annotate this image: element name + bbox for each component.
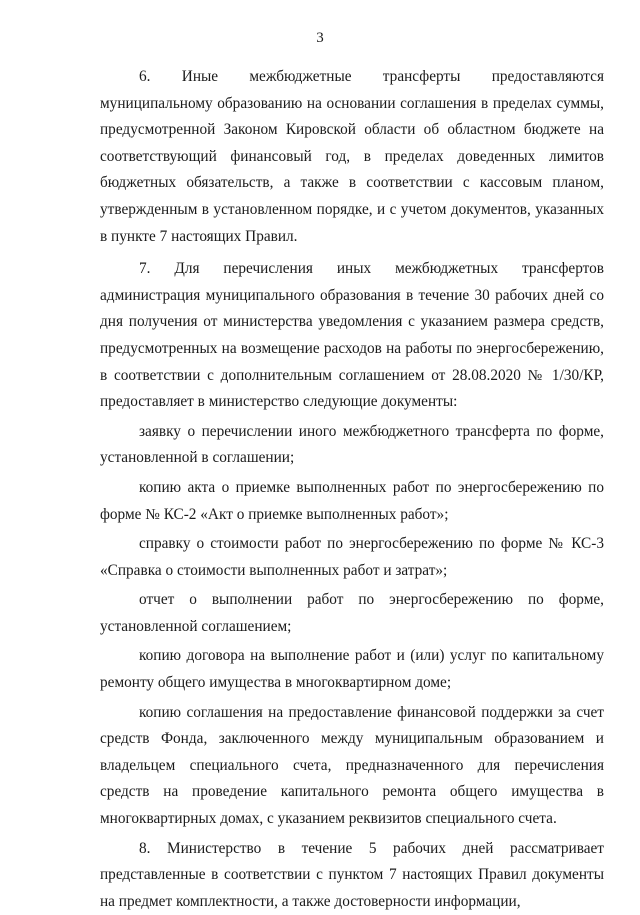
list-item-report: отчет о выполнении работ по энергосбережению по форме, установленной соглашением; [100, 591, 604, 635]
list-item-application: заявку о перечислении иного межбюджетного трансферта по форме, установленной в соглашении; [100, 422, 604, 467]
paragraph-8: 8. Министерство в течение 5 рабочих дней рассматривает представленные в соответствии с пунктом 7 настоящих Правил документы на предмет комплектности, а также достоверности информации, [100, 839, 604, 910]
list-item-agreement-copy: копию соглашения на предоставление финансовой поддержки за счет средств Фонда, заключенного между муниципальным образованием и владельцем специального счета, предназначенного для перечисления средств на проведение капитального ремонта общего имущества в многоквартирных домах, с указанием реквизитов специального счета. [100, 703, 604, 828]
document-body [100, 64, 604, 915]
paragraph-7: 7. Для перечисления иных межбюджетных трансфертов администрация муниципального образования в течение 30 рабочих дней со дня получения от министерства уведомления с указанием размера средств, предусмотренных на возмещение расходов на работы по энергосбережению, в соответствии с дополнительным соглашением от 28.08.2020 № 1/30/КР, предоставляет в министерство следующие документы: [100, 260, 604, 411]
list-item-ks2-act: копию акта о приемке выполненных работ по энергосбережению по форме № КС-2 «Акт о приемке выполненных работ»; [100, 478, 604, 523]
page-number: 3 [316, 30, 324, 46]
paragraph-6: 6. Иные межбюджетные трансферты предоставляются муниципальному образованию на основании соглашения в пределах суммы, предусмотренной Законом Кировской области об областном бюджете на соответствующий финансовый год, в пределах доведенных лимитов бюджетных обязательств, а также в соответствии с кассовым планом, утвержденным в установленном порядке, и с учетом документов, указанных в пункте 7 настоящих Правил. [100, 68, 604, 245]
list-item-ks3-statement: справку о стоимости работ по энергосбережению по форме № КС-3 «Справка о стоимости выполненных работ и затрат»; [100, 535, 604, 579]
list-item-contract-copy: копию договора на выполнение работ и (или) услуг по капитальному ремонту общего имущества в многоквартирном доме; [100, 647, 604, 692]
